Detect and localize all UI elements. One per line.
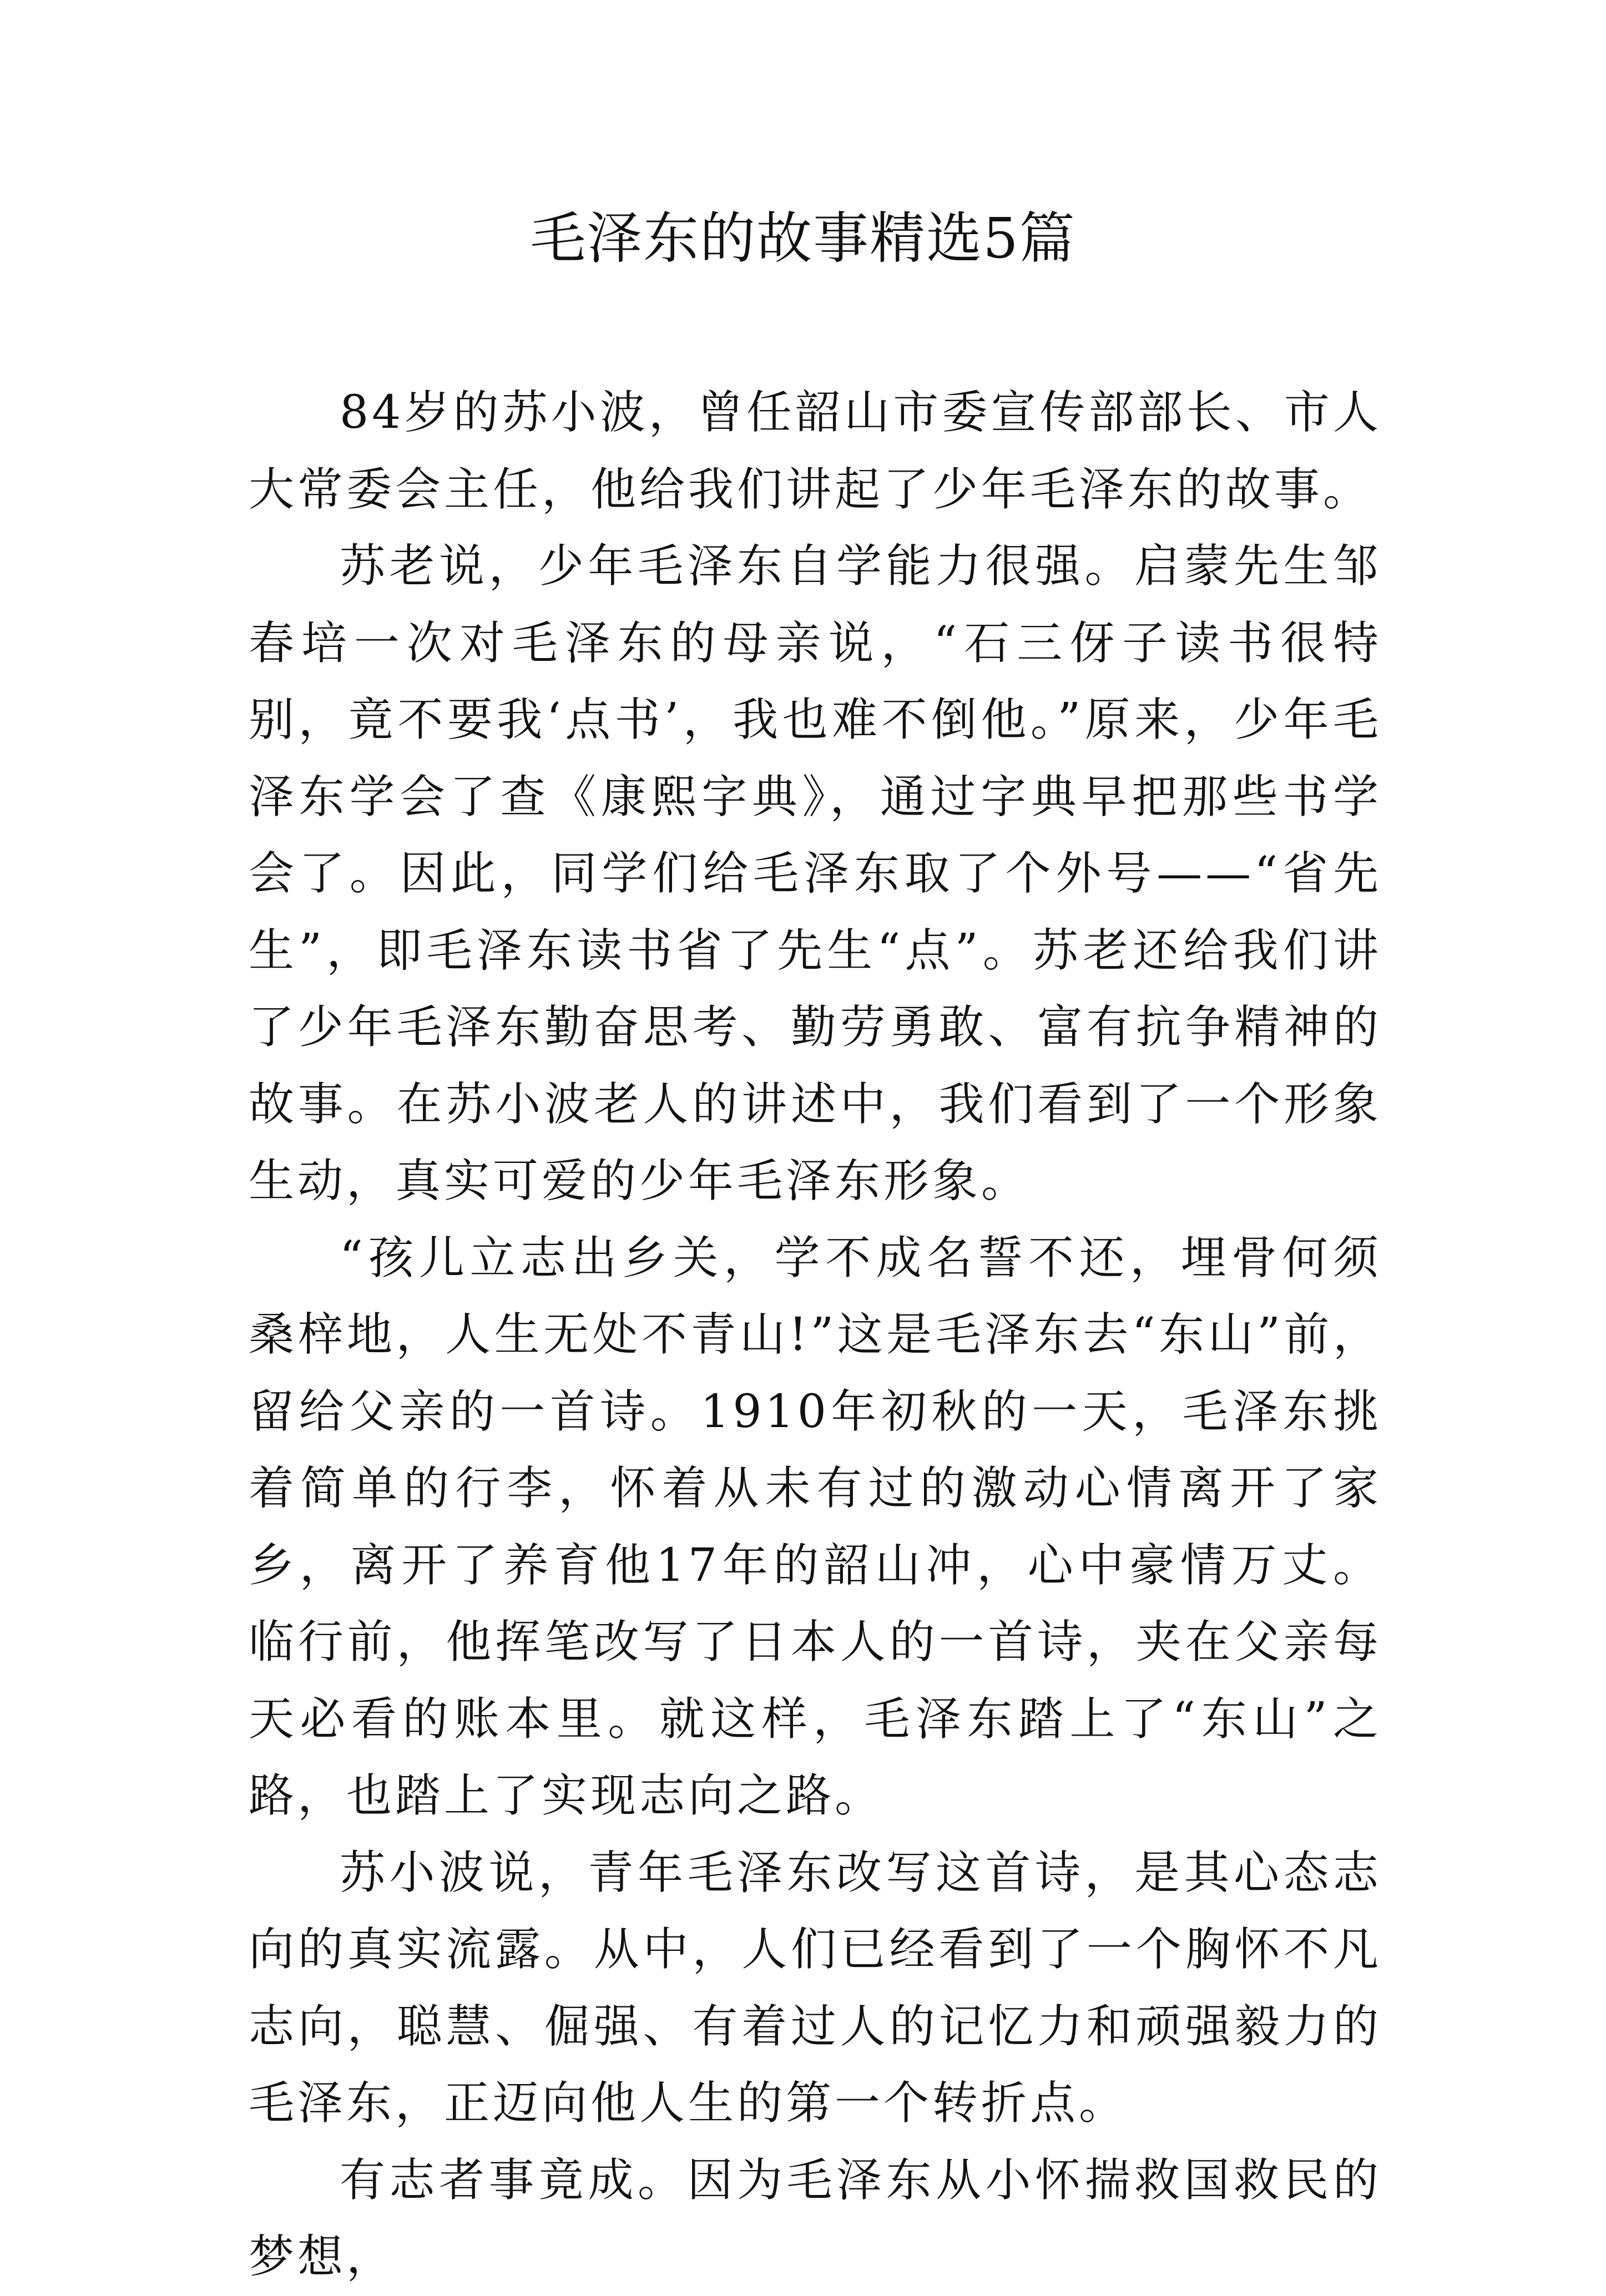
paragraph-5: 有志者事竟成。因为毛泽东从小怀揣救国救民的梦想， <box>249 2153 1382 2283</box>
paragraph-1: 84岁的苏小波，曾任韶山市委宣传部部长、市人大常委会主任，他给我们讲起了少年毛泽东的故事。 <box>249 386 1382 516</box>
paragraph-2: 苏老说，少年毛泽东自学能力很强。启蒙先生邹春培一次对毛泽东的母亲说，“石三伢子读书很特别，竟不要我‘点书’，我也难不倒他。”原来，少年毛泽东学会了查《康熙字典》，通过字典早把那些书学会了。因此，同学们给毛泽东取了个外号——“省先生”，即毛泽东读书省了先生“点”。苏老还给我们讲了少年毛泽东勤奋思考、勤劳勇敢、富有抗争精神的故事。在苏小波老人的讲述中，我们看到了一个形象生动，真实可爱的少年毛泽东形象。 <box>249 540 1382 1207</box>
paragraph-4: 苏小波说，青年毛泽东改写这首诗，是其心态志向的真实流露。从中，人们已经看到了一个胸怀不凡志向，聪慧、倔强、有着过人的记忆力和顽强毅力的毛泽东，正迈向他人生的第一个转折点。 <box>249 1846 1382 2130</box>
document-body <box>249 375 1382 2296</box>
document-title: 毛泽东的故事精选5篇 <box>530 206 1076 271</box>
paragraph-3: “孩儿立志出乡关，学不成名誓不还，埋骨何须桑梓地，人生无处不青山!”这是毛泽东去“东山”前，留给父亲的一首诗。1910年初秋的一天，毛泽东挑着简单的行李，怀着从未有过的激动心情离开了家乡，离开了养育他17年的韶山冲，心中豪情万丈。临行前，他挥笔改写了日本人的一首诗，夹在父亲每天必看的账本里。就这样，毛泽东踏上了“东山”之路，也踏上了实现志向之路。 <box>249 1231 1382 1822</box>
